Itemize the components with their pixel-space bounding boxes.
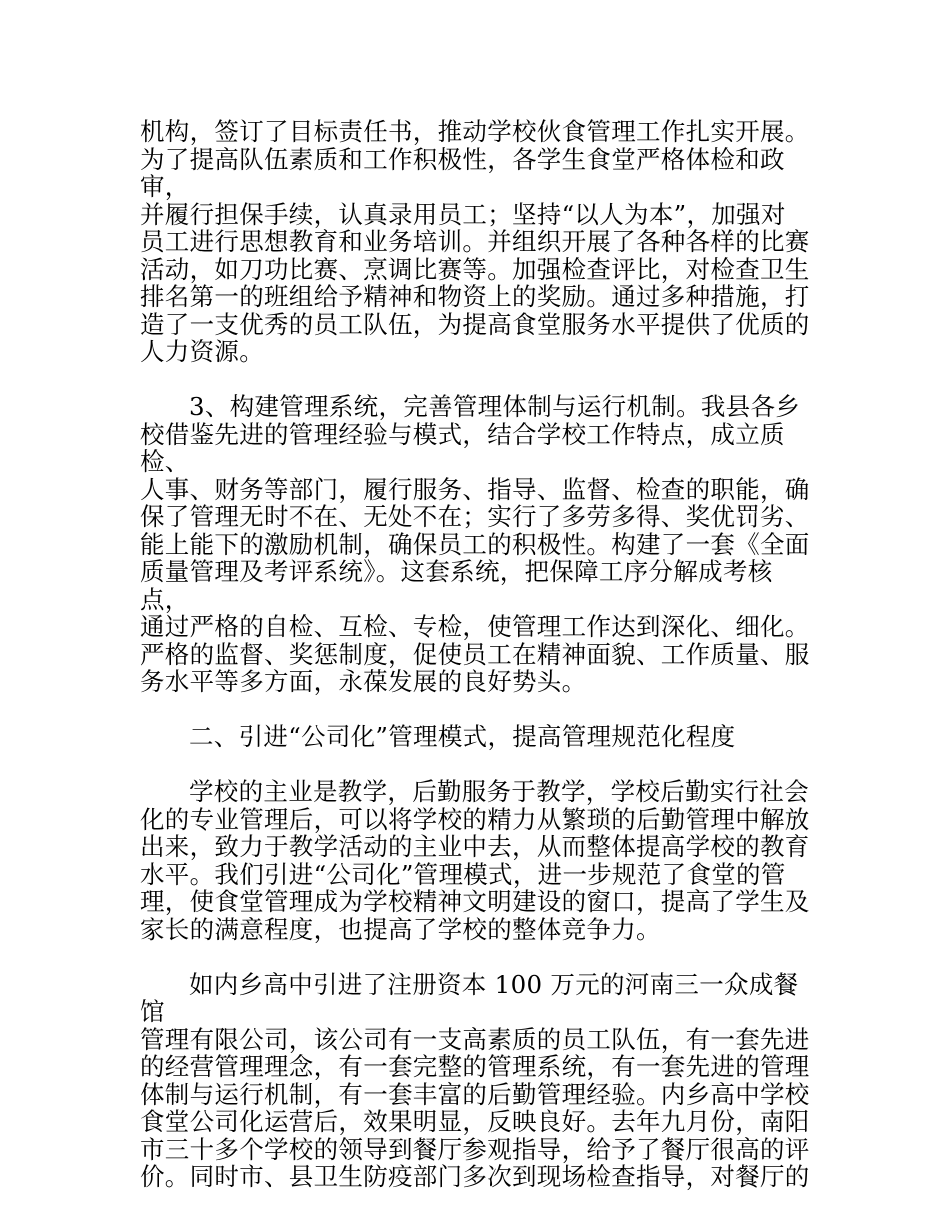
paragraph-main-business: 学校的主业是教学，后勤服务于教学，学校后勤实行社会 化的专业管理后，可以将学校的精力从繁琐的后勤管理中解放 出来，致力于教学活动的主业中去，从而整体提高学校的教育 水平。我们引进“公司化”管理模式，进一步规范了食堂的管 理，使食堂管理成为学校精神文明建设的窗口，提高了学生及 家长的满意程度，也提高了学校的整体竞争力。: [140, 777, 810, 944]
section-heading: 二、引进“公司化”管理模式，提高管理规范化程度: [189, 722, 736, 751]
document-body: [140, 118, 820, 1191]
paragraph-gap: [140, 366, 820, 394]
paragraph-gap: [140, 943, 820, 971]
paragraph-gap: [140, 751, 820, 779]
paragraph-example: 如内乡高中引进了注册资本 100 万元的河南三一众成餐馆 管理有限公司，该公司有一支高素质的员工队伍，有一套先进 的经营管理理念，有一套完整的管理系统，有一套先进的管理 体制与运行机制，有一套丰富的后勤管理经验。内乡高中学校 食堂公司化运营后，效果明显，反映良好。去年九月份，南阳 市三十多个学校的领导到餐厅参观指导，给予了餐厅很高的评 价。同时市、县卫生防疫部门多次到现场检查指导，对餐厅的: [140, 969, 810, 1191]
paragraph-gap: [140, 696, 820, 724]
paragraph-management-system: 3、构建管理系统，完善管理体制与运行机制。我县各乡 校借鉴先进的管理经验与模式，结合学校工作特点，成立质检、 人事、财务等部门，履行服务、指导、监督、检查的职能，确 保了管理无时不在、无处不在；实行了多劳多得、奖优罚劣、 能上能下的激励机制，确保员工的积极性。构建了一套《全面 质量管理及考评系统》。这套系统，把保障工序分解成考核点， 通过严格的自检、互检、专检，使管理工作达到深化、细化。 严格的监督、奖惩制度，促使员工在精神面貌、工作质量、服 务水平等多方面，永葆发展的良好势头。: [140, 392, 810, 696]
paragraph-continuation: 机构，签订了目标责任书，推动学校伙食管理工作扎实开展。 为了提高队伍素质和工作积极性，各学生食堂严格体检和政审， 并履行担保手续，认真录用员工；坚持“以人为本”，加强对 员工进行思想教育和业务培训。并组织开展了各种各样的比赛 活动，如刀功比赛、烹调比赛等。加强检查评比，对检查卫生 排名第一的班组给予精神和物资上的奖励。通过多种措施，打 造了一支优秀的员工队伍，为提高食堂服务水平提供了优质的 人力资源。: [140, 117, 810, 366]
